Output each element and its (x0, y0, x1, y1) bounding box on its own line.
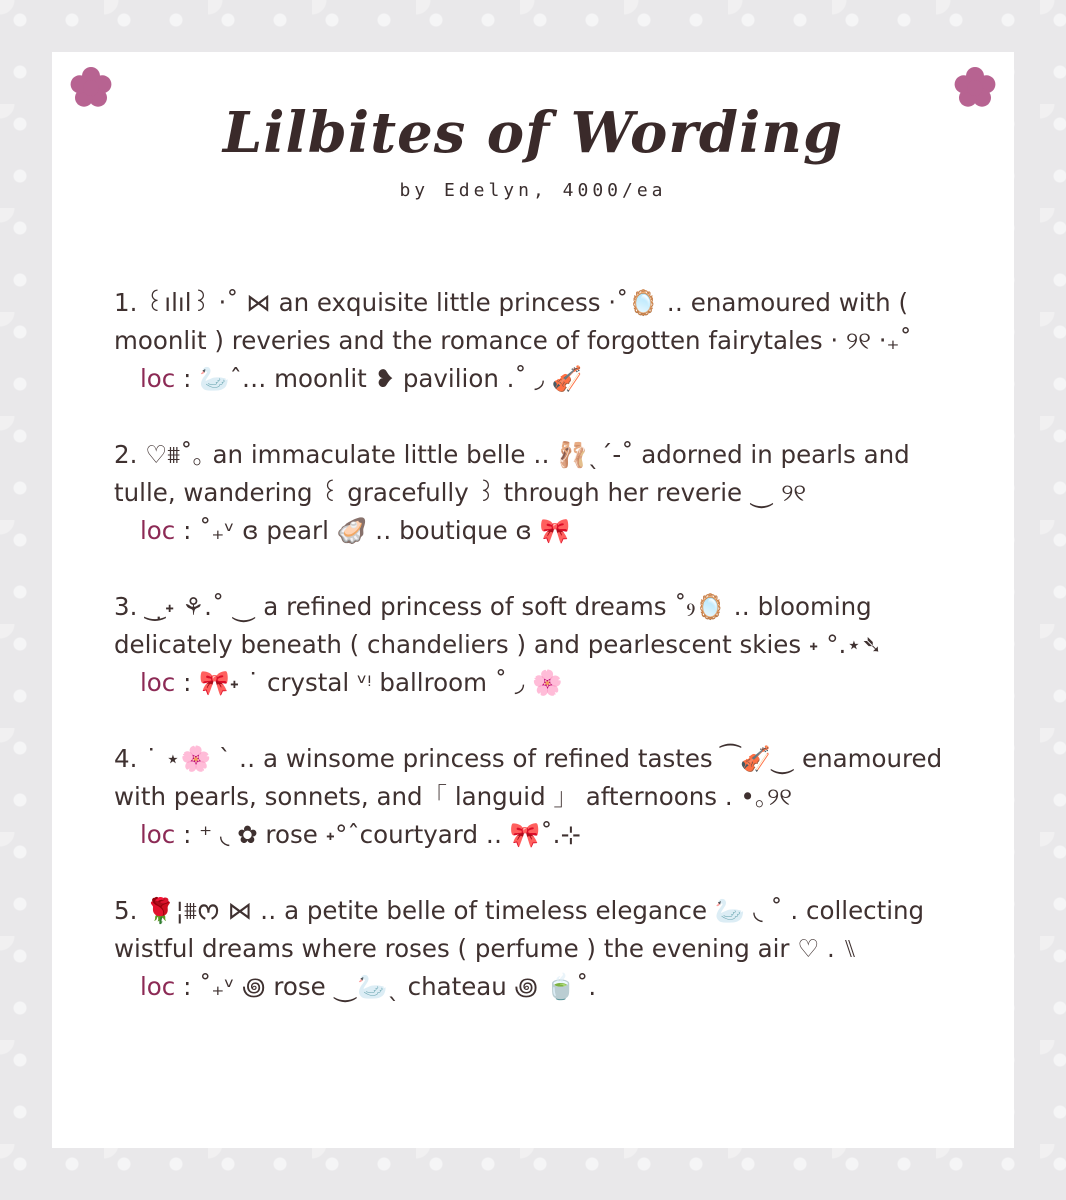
page-subtitle: by Edelyn, 4000/ea (399, 180, 667, 201)
item-text: 2. ♡⩩˚｡ an immaculate little belle ‥ 🩰ˎˊ-˚ adorned in pearls and tulle, wandering ꒰ gracefully ꒱ through her reverie ⏝ ୨୧ (114, 440, 910, 507)
loc-text: : ⁺ ◟ ✿ rose ˖°ˆcourtyard ‥ 🎀˚.⊹ (175, 820, 581, 849)
item-location (140, 512, 956, 550)
loc-label: loc (140, 364, 176, 393)
item-location (140, 360, 956, 398)
item-text: 4. ˙ ⋆🌸 ` ‥ a winsome princess of refined tastes ⁀🎻⏝ enamoured with pearls, sonnets, and「 languid 」 afternoons . •｡୨୧ (114, 744, 943, 811)
item-location (140, 664, 956, 702)
item-location (140, 968, 956, 1006)
loc-text: : ˚₊ᵛ ꩜ rose ⏝🦢ˎ chateau ꩜ 🍵˚. (175, 972, 597, 1001)
item-text: 1. ꒰ılıl꒱ ‧˚ ⋈ an exquisite little princess ‧˚🪞 ‥ enamoured with ( moonlit ) reveries and the romance of forgotten fairytales ‧ ୨୧ ‧₊˚ (114, 288, 912, 355)
list-item (114, 436, 956, 550)
list-item (114, 892, 956, 1006)
loc-text: : 🎀˖ ˙ crystal ᵛᵎ ballroom ˚ ◞ 🌸 (175, 668, 563, 697)
list-item (114, 740, 956, 854)
item-text: 5. 🌹¦⩩ᰔ ⋈ ‥ a petite belle of timeless elegance 🦢 ◟ ˚ . collecting wistful dreams where roses ( perfume ) the evening air ♡ . ⑊ (114, 896, 925, 963)
menu-card (52, 52, 1014, 1148)
page-title: Lilbites of Wording (222, 100, 844, 166)
loc-label: loc (140, 972, 176, 1001)
list-item (114, 588, 956, 702)
loc-label: loc (140, 668, 176, 697)
loc-label: loc (140, 516, 176, 545)
item-location (140, 816, 956, 854)
loc-label: loc (140, 820, 176, 849)
list-item (114, 284, 956, 398)
loc-text: : 🦢ˆ… moonlit ❥ pavilion .˚ ◞ 🎻 (175, 364, 583, 393)
item-text: 3. ‿̣˖ ⚘.˚ ⏝ a refined princess of soft dreams ˚ⳋ🪞 ‥ blooming delicately beneath ( chandeliers ) and pearlescent skies ˖ °.⋆➴ (114, 592, 883, 659)
description-list (114, 284, 956, 1044)
loc-text: : ˚₊ᵛ ɞ pearl 🦪 ‥ boutique ɞ 🎀 (175, 516, 571, 545)
